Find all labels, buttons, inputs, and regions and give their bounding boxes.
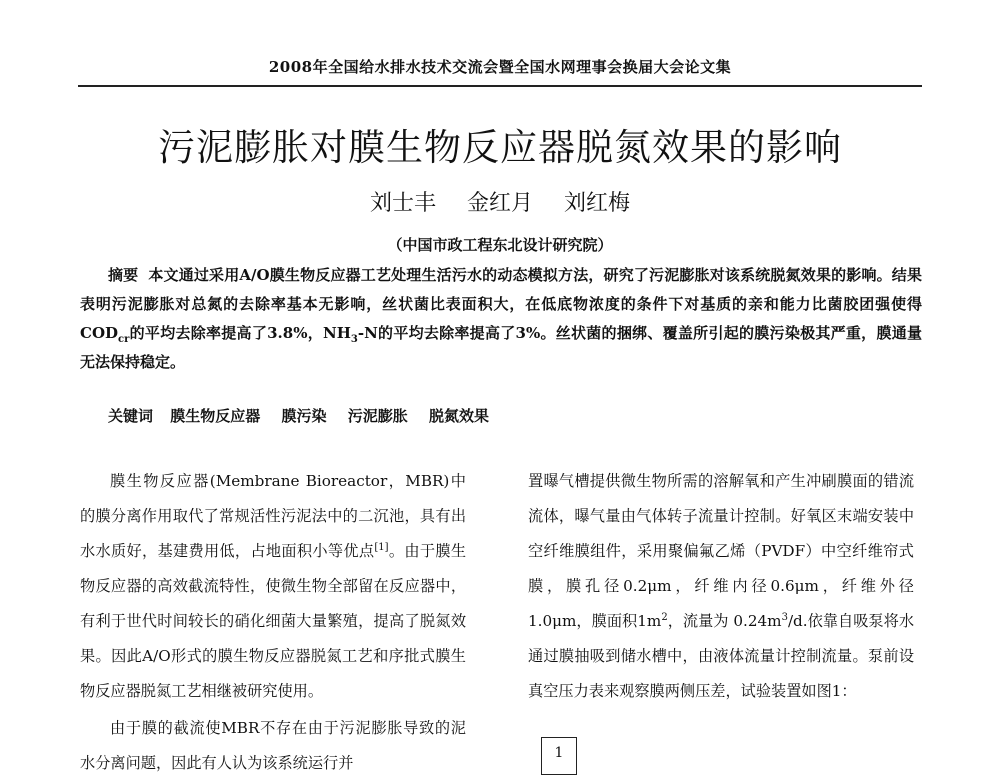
superscript: 2 — [661, 611, 668, 623]
keyword: 膜污染 — [281, 407, 327, 425]
subscript: cr — [118, 334, 130, 345]
superscript: 3 — [781, 611, 788, 623]
abstract-label: 摘要 — [108, 266, 139, 284]
keyword: 污泥膨胀 — [347, 407, 408, 425]
header-rule — [78, 85, 922, 87]
paper-title: 污泥膨胀对膜生物反应器脱氮效果的影响 — [158, 126, 842, 169]
author-name: 金红月 — [466, 191, 533, 216]
body-text: 。由于膜生物反应器的高效截流特性，使微生物全部留在反应器中，有利于世代时间较长的硝化细菌大量繁殖，提高了脱氮效果。因此A/O形式的膜生物反应器脱氮工艺和序批式膜生物反应器脱氮工艺相继被研究使用。 — [80, 542, 467, 700]
proceedings-header: 2008年全国给水排水技术交流会暨全国水网理事会换届大会论文集 — [268, 58, 732, 76]
abstract-text: -N的平均去除率提高了3%。丝状菌的捆绑、覆盖所引起的膜污染极其严重，膜通量无法保持稳定。 — [80, 324, 922, 371]
affiliation: （中国市政工程东北设计研究院） — [387, 236, 613, 254]
citation-ref: [1] — [374, 541, 389, 553]
body-text: /d.依靠自吸泵将水通过膜抽吸到储水槽中，由液体流量计控制流量。泵前设真空压力表来观察膜两侧压差，试验装置如图1： — [528, 612, 915, 700]
author-name: 刘士丰 — [369, 191, 436, 216]
keywords-label: 关键词 — [108, 407, 154, 425]
body-column-right — [528, 464, 914, 709]
body-paragraph — [80, 464, 466, 709]
body-column-left — [80, 464, 467, 772]
body-text: 膜生物反应器(Membrane Bioreactor，MBR)中的膜分离作用取代了常规活性污泥法中的二沉池，具有出水水质好，基建费用低，占地面积小等优点 — [80, 472, 466, 560]
keywords — [108, 405, 908, 426]
author-name: 刘红梅 — [564, 191, 631, 216]
abstract-text: 本文通过采用A/O膜生物反应器工艺处理生活污水的动态模拟方法，研究了污泥膨胀对该系统脱氮效果的影响。结果表明污泥膨胀对总氮的去除率基本无影响，丝状菌比表面积大，在低底物浓度的条件下对基质的亲和能力比菌胶团强使得COD — [80, 266, 922, 342]
keyword: 膜生物反应器 — [170, 407, 261, 425]
abstract — [80, 261, 922, 377]
subscript: 3 — [350, 334, 358, 345]
body-paragraph — [528, 464, 914, 709]
body-text: ，流量为 0.24m — [667, 612, 782, 630]
abstract-text: 的平均去除率提高了3.8%，NH — [129, 324, 351, 342]
author-list — [0, 186, 1000, 217]
body-text: 置曝气槽提供微生物所需的溶解氧和产生冲刷膜面的错流流体，曝气量由气体转子流量计控制。好氧区末端安装中空纤维膜组件，采用聚偏氟乙烯（PVDF）中空纤维帘式膜，膜孔径0.2μm，纤维内径0.6μm，纤维外径1.0μm，膜面积1m — [528, 472, 914, 630]
body-paragraph: 由于膜的截流使MBR不存在由于污泥膨胀导致的泥水分离问题，因此有人认为该系统运行并 — [80, 719, 466, 772]
figure-label-box: 1 — [541, 737, 577, 775]
keyword: 脱氮效果 — [429, 407, 490, 425]
